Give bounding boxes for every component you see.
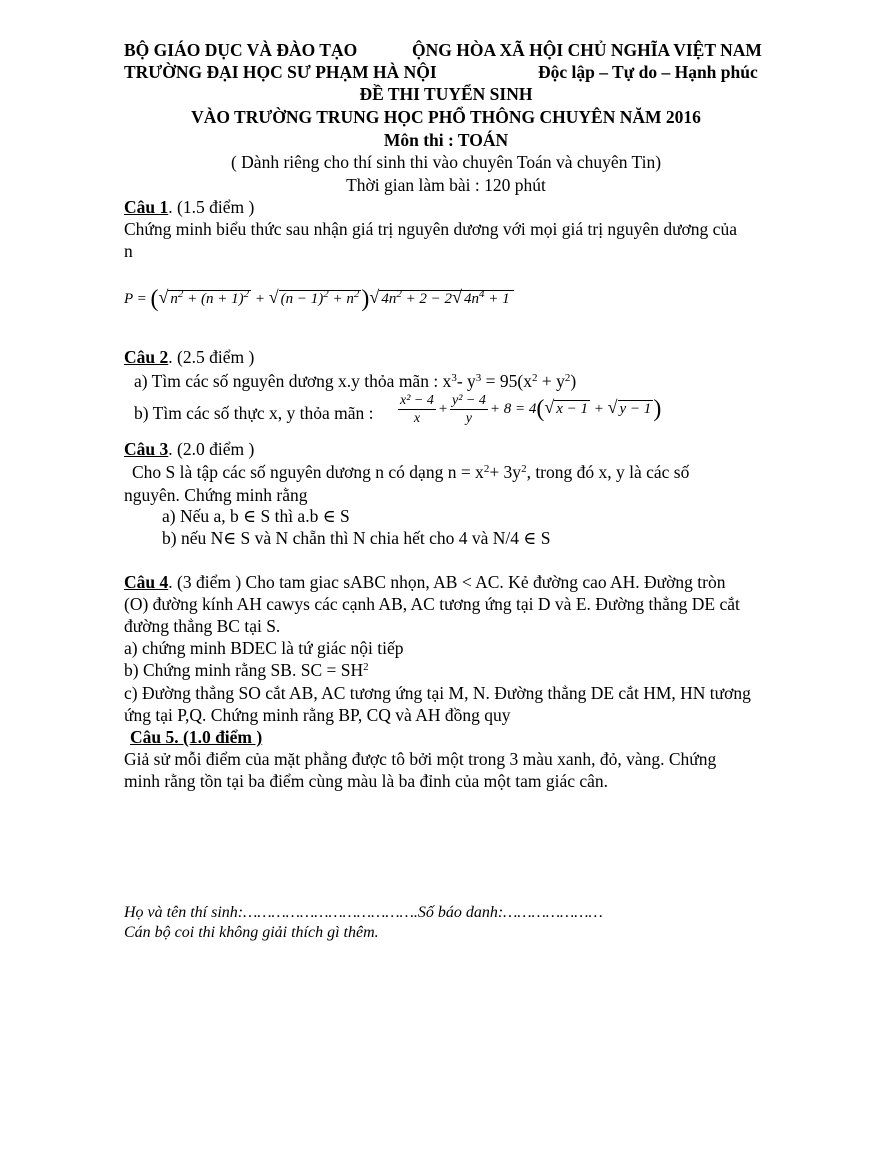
- question-1-heading: [124, 197, 254, 217]
- sqrt-icon: √: [369, 286, 380, 307]
- question-1-text-line2: n: [124, 241, 133, 261]
- exam-subtitle: VÀO TRƯỜNG TRUNG HỌC PHỔ THÔNG CHUYÊN NĂM 2016: [191, 107, 701, 127]
- question-2-part-a: a) Tìm các số nguyên dương x.y thỏa mãn : $x^3-$ $y^3 = 95(x^2 + y^2)$: [134, 371, 577, 391]
- radicand-y: y − 1: [619, 400, 652, 417]
- question-2-part-b-formula: $\frac{\text{x² − 4}}{x}$ + $\frac{\text{y² − 4}}{y}$ + 8 = 4(√ x − 1 + √ y − 1): [400, 393, 662, 426]
- radicand-4: $4n^4 + 1$: [463, 287, 510, 307]
- question-1-formula: P = (√ $n^2 + (n + 1)^2$ + √ $(n - 1)^2 + n^2)√$ $4n^2 + 2 - 2√$ $4n^4 + 1$: [124, 286, 514, 313]
- national-title: ỘNG HÒA XÃ HỘI CHỦ NGHĨA VIỆT NAM: [412, 40, 762, 60]
- university-name: TRƯỜNG ĐẠI HỌC SƯ PHẠM HÀ NỘI: [124, 62, 437, 82]
- sqrt-icon: √: [452, 286, 462, 307]
- question-4-intro: . (3 điểm ) Cho tam giac sABC nhọn, AB < AC. Kẻ đường cao AH. Đường tròn: [168, 572, 726, 592]
- question-1-text-line1: Chứng minh biểu thức sau nhận giá trị nguyên dương với mọi giá trị nguyên dương của: [124, 219, 737, 239]
- question-3-text-line1: Cho S là tập các số nguyên dương n có dạng $n = x^2+ 3y^2$, trong đó x, y là các số: [132, 462, 690, 482]
- open-paren-icon: (: [536, 396, 545, 422]
- question-3-points: . (2.0 điểm ): [168, 439, 255, 459]
- question-5-text-line2: minh rằng tồn tại ba điểm cùng màu là ba đỉnh của một tam giác cân.: [124, 771, 609, 791]
- close-paren-icon: ): [361, 286, 370, 312]
- sqrt-icon: √: [158, 286, 169, 307]
- question-3-part-b: b) nếu N∈ S và N chẵn thì N chia hết cho 4 và N/4 ∈ S: [162, 528, 551, 548]
- question-3-heading: [124, 439, 254, 459]
- question-2-points: . (2.5 điểm ): [168, 347, 255, 367]
- question-4-part-a: a) chứng minh BDEC là tứ giác nội tiếp: [124, 638, 404, 658]
- close-paren-icon: ): [653, 396, 662, 422]
- question-1-label: Câu 1: [124, 197, 169, 217]
- exam-audience: ( Dành riêng cho thí sinh thi vào chuyên Toán và chuyên Tin): [230, 152, 662, 172]
- question-4-part-c-line1: c) Đường thẳng SO cắt AB, AC tương ứng tại M, N. Đường thẳng DE cắt HM, HN tương: [124, 683, 751, 703]
- formula-p: P =: [124, 290, 147, 307]
- exam-title: ĐỀ THI TUYỂN SINH: [359, 84, 533, 104]
- question-4-part-c-line2: ứng tại P,Q. Chứng minh rằng BP, CQ và AH đồng quy: [124, 705, 511, 725]
- open-paren-icon: (: [150, 286, 159, 312]
- sqrt-icon: √: [544, 396, 555, 417]
- national-motto: Độc lập – Tự do – Hạnh phúc: [538, 62, 758, 82]
- fraction-1: $\frac{\text{x² − 4}}{x}$: [400, 393, 434, 426]
- question-3-label: Câu 3: [124, 439, 169, 459]
- question-2-label: Câu 2: [124, 347, 169, 367]
- question-4-text-line3: đường thẳng BC tại S.: [124, 616, 281, 636]
- radicand-1: $n^2 + (n + 1)^2$: [170, 287, 250, 307]
- question-2-part-b-text: b) Tìm các số thực x, y thỏa mãn :: [134, 403, 374, 423]
- ministry-name: BỘ GIÁO DỤC VÀ ĐÀO TẠO: [124, 40, 358, 60]
- proctor-note: Cán bộ coi thi không giải thích gì thêm.: [124, 924, 379, 941]
- question-4-text-line2: (O) đường kính AH cawys các cạnh AB, AC tương ứng tại D và E. Đường thẳng DE cắt: [124, 594, 740, 614]
- question-1-points: . (1.5 điểm ): [168, 197, 255, 217]
- question-5-heading: Câu 5. (1.0 điểm ): [130, 727, 263, 747]
- radicand-x: x − 1: [556, 400, 589, 417]
- radicand-2: $(n - 1)^2 + n^2$: [280, 287, 360, 307]
- question-2-heading: [124, 347, 254, 367]
- candidate-info-line: Họ và tên thí sinh:……………………………….Số báo danh:…………………: [124, 904, 603, 921]
- sqrt-icon: √: [607, 396, 618, 417]
- sqrt-icon: √: [268, 286, 279, 307]
- question-4-part-b: b) Chứng minh rằng SB. SC = $SH^2$: [124, 660, 369, 680]
- fraction-2: $\frac{\text{y² − 4}}{y}$: [451, 393, 486, 426]
- exam-subject: Môn thi : TOÁN: [383, 130, 509, 150]
- exam-duration: Thời gian làm bài : 120 phút: [346, 175, 546, 195]
- question-3-text-line2: nguyên. Chứng minh rằng: [124, 485, 308, 505]
- question-5-text-line1: Giả sử mỗi điểm của mặt phẳng được tô bởi một trong 3 màu xanh, đỏ, vàng. Chứng: [124, 749, 717, 769]
- question-4-heading: [124, 572, 726, 592]
- question-4-label: Câu 4: [124, 572, 169, 592]
- question-3-part-a: a) Nếu a, b ∈ S thì a.b ∈ S: [162, 506, 350, 526]
- radicand-3: $4n^2 + 2 - 2√$ $4n^4 + 1$: [379, 290, 513, 307]
